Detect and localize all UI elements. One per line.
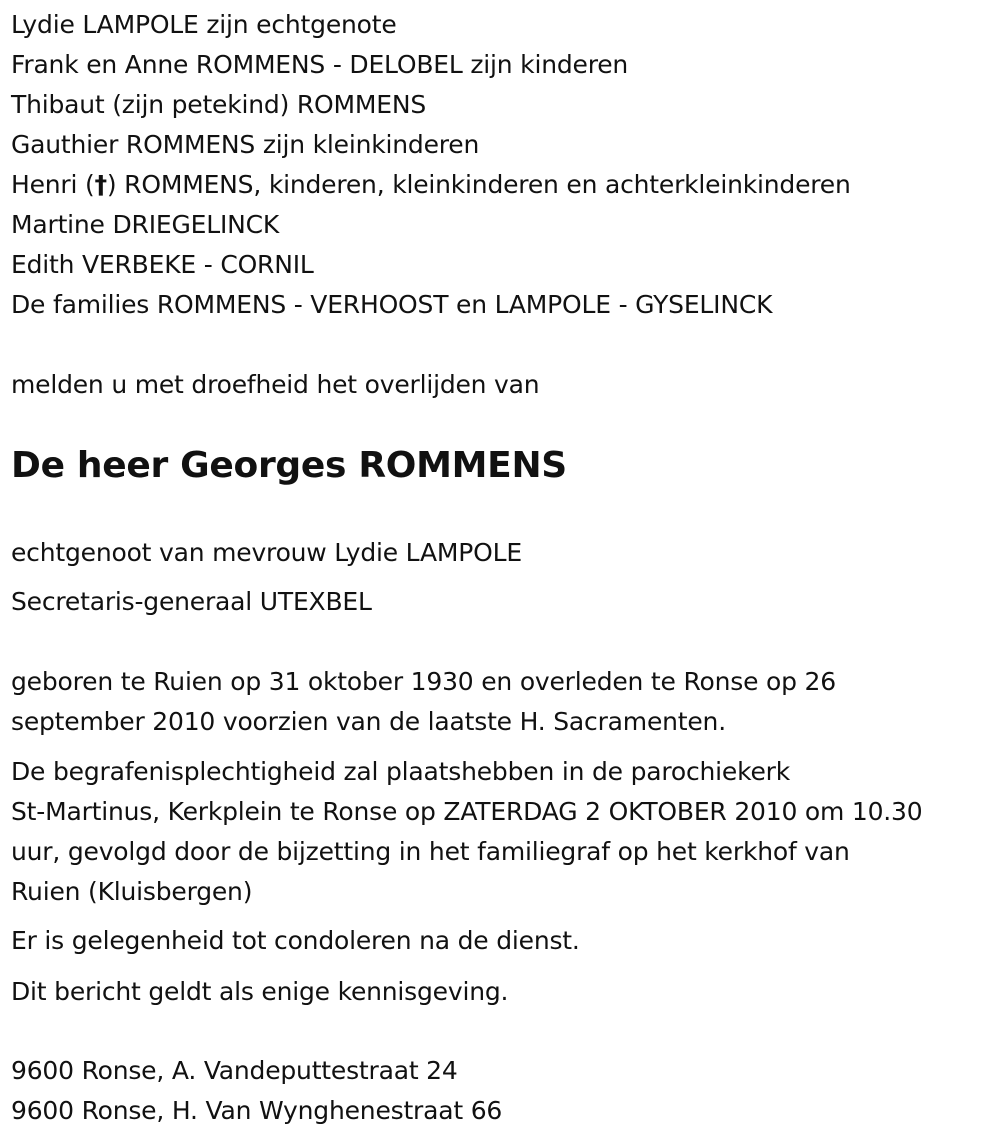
- relation-spouse: echtgenoot van mevrouw Lydie LAMPOLE: [11, 538, 522, 567]
- funeral-line-3: uur, gevolgd door de bijzetting in het familiegraf op het kerkhof van: [11, 837, 850, 866]
- condolence-text: Er is gelegenheid tot condoleren na de dienst.: [11, 926, 580, 955]
- family-line-relative-1: Martine DRIEGELINCK: [11, 210, 280, 239]
- funeral-line-2: St-Martinus, Kerkplein te Ronse op ZATERDAG 2 OKTOBER 2010 om 10.30: [11, 797, 923, 826]
- family-line-brother-before: Henri (: [11, 170, 95, 199]
- cross-icon: †: [94, 170, 107, 199]
- family-line-families: De families ROMMENS - VERHOOST en LAMPOLE - GYSELINCK: [11, 290, 773, 319]
- family-line-spouse: Lydie LAMPOLE zijn echtgenote: [11, 10, 397, 39]
- address-list: [11, 1051, 502, 1131]
- relation-occupation: Secretaris-generaal UTEXBEL: [11, 587, 372, 616]
- family-line-godchild: Thibaut (zijn petekind) ROMMENS: [11, 90, 427, 119]
- address-2: 9600 Ronse, H. Van Wynghenestraat 66: [11, 1096, 503, 1125]
- funeral-line-1: De begrafenisplechtigheid zal plaatshebben in de parochiekerk: [11, 757, 791, 786]
- family-line-relative-2: Edith VERBEKE - CORNIL: [11, 250, 314, 279]
- family-line-brother: [11, 165, 851, 205]
- birth-death-line-1: geboren te Ruien op 31 oktober 1930 en overleden te Ronse op 26: [11, 667, 836, 696]
- deceased-name: De heer Georges ROMMENS: [11, 445, 567, 486]
- family-list: [11, 5, 851, 325]
- address-1: 9600 Ronse, A. Vandeputtestraat 24: [11, 1056, 458, 1085]
- birth-death-line-2: september 2010 voorzien van de laatste H. Sacramenten.: [11, 707, 726, 736]
- family-line-brother-after: ) ROMMENS, kinderen, kleinkinderen en achterkleinkinderen: [106, 170, 851, 199]
- family-line-children: Frank en Anne ROMMENS - DELOBEL zijn kinderen: [11, 50, 629, 79]
- family-line-grandchildren: Gauthier ROMMENS zijn kleinkinderen: [11, 130, 480, 159]
- announcement-text: melden u met droefheid het overlijden van: [11, 370, 540, 399]
- funeral-line-4: Ruien (Kluisbergen): [11, 877, 253, 906]
- birth-death-paragraph: [11, 662, 836, 742]
- funeral-paragraph: [11, 752, 922, 912]
- notice-text: Dit bericht geldt als enige kennisgeving.: [11, 977, 509, 1006]
